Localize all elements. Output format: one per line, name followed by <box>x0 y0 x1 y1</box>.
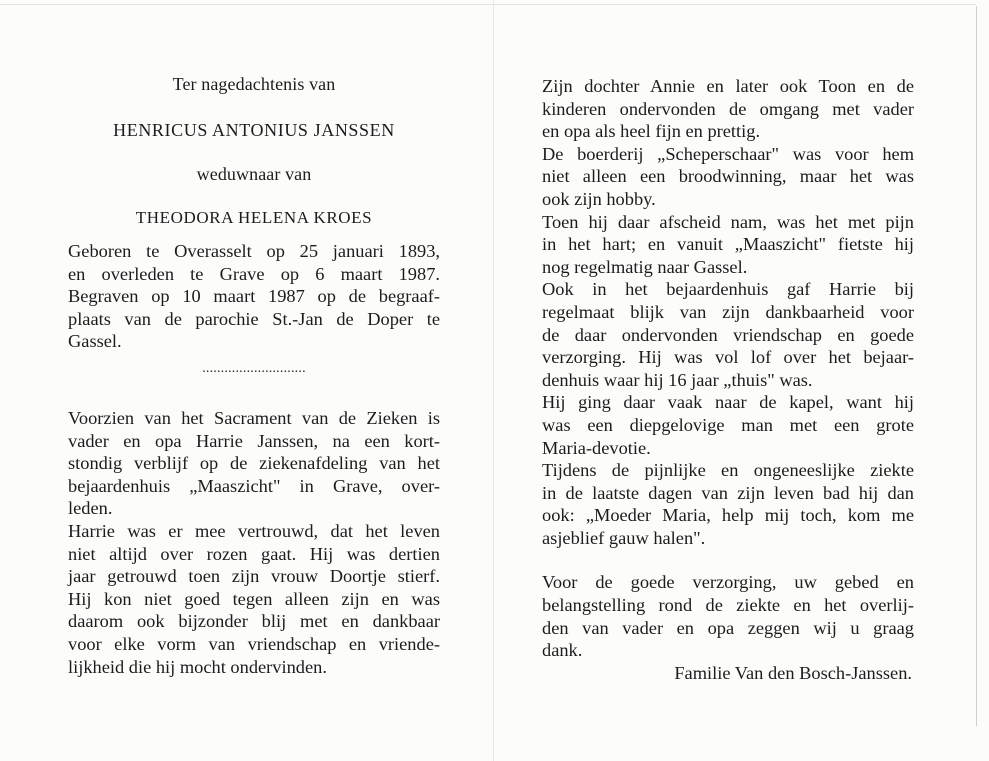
bio-line: en overleden te Grave op 6 maart 1987. <box>68 263 440 284</box>
story-paragraph-right <box>542 75 914 549</box>
story-line: leden. <box>68 498 113 519</box>
card-fold-line <box>493 0 494 761</box>
story-line: Hij ging daar vaak naar de kapel, want hij <box>542 392 914 413</box>
story-line: Maria-devotie. <box>542 437 651 458</box>
story-line: vader en opa Harrie Janssen, na een kort- <box>68 430 440 451</box>
story-line: lijkheid die hij mocht ondervinden. <box>68 656 327 677</box>
story-line: bejaardenhuis „Maaszicht" in Grave, over- <box>68 475 440 496</box>
story-line: en opa als heel fijn en prettig. <box>542 121 761 142</box>
right-page <box>542 75 914 684</box>
thanks-paragraph <box>542 571 914 661</box>
story-line: in het hart; en vanuit „Maaszicht" fietste hij <box>542 234 914 255</box>
story-paragraph-left <box>68 407 440 678</box>
bio-line: Gassel. <box>68 331 122 352</box>
thanks-line: Voor de goede verzorging, uw gebed en <box>542 572 914 593</box>
story-line: nog regelmatig naar Gassel. <box>542 256 748 277</box>
story-line: Tijdens de pijnlijke en ongeneeslijke ziekte <box>542 460 914 481</box>
story-line: denhuis waar hij 16 jaar „thuis" was. <box>542 369 813 390</box>
deceased-name: HENRICUS ANTONIUS JANSSEN <box>113 120 395 140</box>
bio-line: Begraven op 10 maart 1987 op de begraaf- <box>68 286 440 307</box>
story-line: kinderen ondervonden de omgang met vader <box>542 98 914 119</box>
story-line: verzorging. Hij was vol lof over het bejaar- <box>542 347 914 368</box>
story-line: was een diepgelovige man met een grote <box>542 414 914 435</box>
story-line: in de laatste dagen van zijn leven bad hij dan <box>542 482 914 503</box>
story-line: ook: „Moeder Maria, help mij toch, kom me <box>542 505 914 526</box>
in-memory-heading: Ter nagedachtenis van <box>172 74 336 94</box>
family-signature: Familie Van den Bosch-Janssen. <box>674 662 912 683</box>
thanks-line: belangstelling rond de ziekte en het overlij- <box>542 595 914 616</box>
story-line: Hij kon niet goed tegen alleen zijn en was <box>68 588 440 609</box>
story-line: asjeblief gauw halen". <box>542 527 706 548</box>
story-line: ook zijn hobby. <box>542 188 656 209</box>
story-line: Harrie was er mee vertrouwd, dat het leven <box>68 520 440 541</box>
story-line: Voorzien van het Sacrament van de Zieken is <box>68 407 440 428</box>
bio-line: plaats van de parochie St.-Jan de Doper te <box>68 308 440 329</box>
thanks-line: den van vader en opa zeggen wij u graag <box>542 617 914 638</box>
card-right-edge <box>976 6 977 726</box>
story-line: De boerderij „Scheperschaar" was voor hem <box>542 143 914 164</box>
story-line: regelmaat blijk van zijn dankbaarheid voor <box>542 301 914 322</box>
widower-label: weduwnaar van <box>196 164 312 184</box>
story-line: de daar ondervonden vriendschap en goede <box>542 324 914 345</box>
thanks-line: dank. <box>542 640 583 661</box>
story-line: daarom ook bijzonder blij met en dankbaar <box>68 611 440 632</box>
bio-paragraph <box>68 240 440 353</box>
section-separator: ............................ <box>202 360 306 376</box>
story-line: niet alleen een broodwinning, maar het was <box>542 166 914 187</box>
card-top-edge <box>0 4 976 5</box>
bio-line: Geboren te Overasselt op 25 januari 1893, <box>68 241 440 261</box>
story-line: jaar getrouwd toen zijn vrouw Doortje stierf. <box>68 566 440 587</box>
story-line: niet altijd over rozen gaat. Hij was dertien <box>68 543 440 564</box>
story-line: stondig verblijf op de ziekenafdeling van het <box>68 453 440 474</box>
story-line: Zijn dochter Annie en later ook Toon en de <box>542 76 914 96</box>
story-line: voor elke vorm van vriendschap en vriende- <box>68 633 440 654</box>
story-line: Ook in het bejaardenhuis gaf Harrie bij <box>542 279 914 300</box>
spouse-name: THEODORA HELENA KROES <box>135 208 373 227</box>
story-line: Toen hij daar afscheid nam, was het met pijn <box>542 211 914 232</box>
left-page <box>68 72 440 678</box>
